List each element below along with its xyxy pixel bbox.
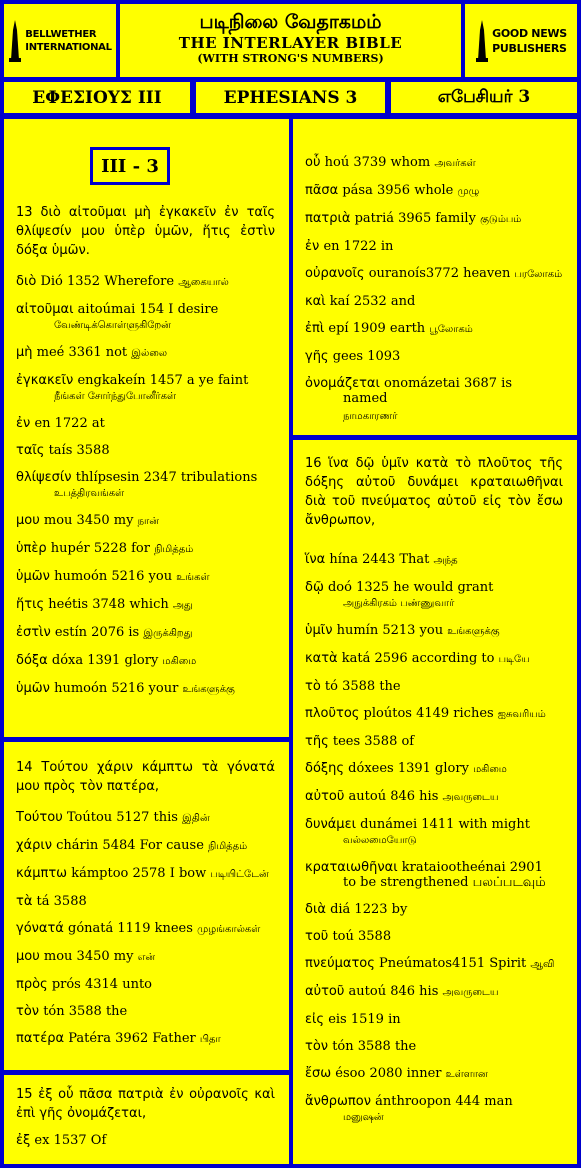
word-entry [305, 321, 563, 337]
greek-word: ἥτις [16, 597, 45, 612]
word-entry [16, 866, 275, 882]
translit-strongs: eis 1519 in [328, 1012, 401, 1027]
translit-strongs: ploútos 4149 riches [363, 706, 494, 721]
translit-strongs: humín 5213 you [336, 623, 444, 638]
word-entry [305, 155, 563, 171]
gloss-continuation [305, 875, 563, 890]
tamil-gloss: படியிட்டேன் [210, 869, 269, 880]
tamil-gloss: உள்ளான [445, 1069, 488, 1080]
logo-line-1: GOOD NEWS [492, 26, 567, 40]
greek-word: ἐν [305, 239, 320, 254]
translit-strongs: en 1722 in [323, 239, 394, 254]
tower-icon [8, 20, 22, 62]
greek-word: δόξης [305, 761, 345, 776]
greek-word: οὐρανοῖς [305, 266, 365, 281]
word-line [305, 651, 563, 667]
continuation-text: மனுஷன் [343, 1112, 384, 1123]
word-line [16, 894, 275, 909]
word-line [16, 625, 275, 641]
word-entry [16, 302, 275, 333]
tamil-gloss: படியே [498, 654, 530, 665]
greek-word: πνεύματος [305, 956, 375, 971]
verse-15-panel [4, 1075, 289, 1164]
translit-strongs: kámptoo 2578 I bow [71, 866, 207, 881]
translit-strongs: humoón 5216 your [54, 681, 179, 696]
translit-strongs: thlípsesin 2347 tribulations [75, 470, 258, 485]
translit-strongs: hupér 5228 for [50, 541, 150, 556]
chapter-greek: ΕΦΕΣΙΟΥΣ III [4, 82, 190, 113]
word-entry [16, 345, 275, 361]
tamil-gloss: முழு [457, 186, 480, 197]
translit-strongs: tá 3588 [36, 894, 87, 909]
tamil-gloss: உங்களுக்கு [447, 626, 500, 637]
greek-word: κατὰ [305, 651, 338, 666]
word-entry [305, 679, 563, 694]
translit-strongs: toú 3588 [332, 929, 392, 944]
translit-strongs: doó 1325 he would grant [327, 580, 494, 595]
tamil-gloss: அவருடைய [442, 987, 499, 998]
word-entry [16, 810, 275, 826]
verse-15-cont-words [305, 155, 563, 424]
gloss-continuation [305, 391, 563, 406]
word-entry [305, 734, 563, 749]
translit-strongs: estín 2076 is [54, 625, 140, 640]
word-line [305, 266, 563, 282]
greek-word: δόξα [16, 653, 48, 668]
word-entry [16, 416, 275, 431]
verse-15-cont-panel [293, 119, 577, 435]
greek-word: ταῖς [16, 443, 45, 458]
word-entry [16, 597, 275, 613]
word-entry [305, 408, 563, 424]
word-entry [305, 761, 563, 777]
translit-strongs: dunámei 1411 with might [360, 817, 530, 832]
chapter-badge: III - 3 [90, 147, 170, 185]
word-line [305, 1039, 563, 1054]
translit-strongs: Toútou 5127 this [66, 810, 178, 825]
word-line [16, 443, 275, 458]
tamil-gloss: ஆகையால் [178, 277, 229, 288]
word-line [16, 416, 275, 431]
word-entry [16, 541, 275, 557]
tamil-gloss: பரலோகம் [514, 269, 563, 280]
greek-word: μὴ [16, 345, 33, 360]
continuation-text: நீங்கள் சோர்ந்துபோனீர்கள் [54, 391, 177, 402]
word-entry [16, 681, 275, 697]
word-line [16, 274, 275, 290]
word-entry [16, 894, 275, 909]
tamil-gloss: உங்கள் [176, 572, 210, 583]
tamil-gloss: பிதா [199, 1034, 221, 1045]
translit-strongs: humoón 5216 you [54, 569, 173, 584]
tamil-gloss: இல்லை [131, 348, 168, 359]
word-line [305, 183, 563, 199]
tamil-gloss: இதின் [182, 813, 210, 824]
greek-word: δῷ [305, 580, 324, 595]
greek-word: Τούτου [16, 810, 63, 825]
word-line [305, 789, 563, 805]
greek-word: θλίψεσίν [16, 470, 72, 485]
translit-strongs: katá 2596 according to [341, 651, 495, 666]
word-entry [305, 376, 563, 406]
translit-strongs: ésoo 2080 inner [335, 1066, 442, 1081]
word-line [16, 302, 275, 317]
tamil-gloss: பூலோகம் [429, 324, 473, 335]
greek-word: τοῦ [305, 929, 329, 944]
translit-strongs: tón 3588 the [332, 1039, 417, 1054]
word-line [16, 1133, 275, 1148]
logo-line-1: BELLWETHER [25, 28, 97, 40]
tamil-gloss: ஆவி [530, 959, 555, 970]
greek-word: οὗ [305, 155, 321, 170]
word-line [305, 623, 563, 639]
greek-word: ὀνομάζεται [305, 376, 380, 391]
greek-word: ὑμῶν [16, 681, 50, 696]
tamil-gloss: குடும்பம் [480, 214, 522, 225]
word-entry [305, 580, 563, 611]
tamil-gloss: நிமித்தம் [208, 841, 248, 852]
tamil-gloss: மகிமை [162, 656, 197, 667]
word-line [305, 349, 563, 364]
greek-word: ὑπὲρ [16, 541, 47, 556]
word-entry [305, 902, 563, 917]
greek-word: ἐστὶν [16, 625, 51, 640]
word-line [305, 408, 563, 424]
translit-strongs: hína 2443 That [329, 552, 430, 567]
word-entry [305, 984, 563, 1000]
greek-word: ἐξ [16, 1133, 31, 1148]
word-entry [305, 817, 563, 848]
translit-strongs: meé 3361 not [36, 345, 128, 360]
translit-strongs: ex 1537 Of [34, 1133, 107, 1148]
greek-word: ὑμῖν [305, 623, 333, 638]
word-line [16, 681, 275, 697]
word-line [305, 956, 563, 972]
word-line [305, 860, 563, 875]
greek-word: πατριὰ [305, 211, 351, 226]
word-line [305, 706, 563, 722]
word-entry [305, 294, 563, 309]
greek-word: ἄνθρωπον [305, 1094, 371, 1109]
gloss-continuation [16, 317, 275, 333]
word-line [305, 984, 563, 1000]
gloss-continuation [305, 832, 563, 848]
greek-word: ἔσω [305, 1066, 332, 1081]
word-entry [305, 706, 563, 722]
continuation-text: வேண்டிக்கொள்ளுகிறேன் [54, 320, 171, 331]
word-line [16, 1004, 275, 1019]
word-entry [305, 1012, 563, 1027]
verse-14-text: 14 Τούτου χάριν κάμπτω τὰ γόνατά μου πρὸς τὸν πατέρα, [16, 760, 275, 794]
chapter-english: EPHESIANS 3 [196, 82, 385, 113]
greek-word: τὸν [305, 1039, 329, 1054]
tamil-gloss: நிமித்தம் [154, 544, 194, 555]
title-english: THE INTERLAYER BIBLE [178, 34, 403, 52]
word-line [16, 345, 275, 361]
logo-line-2: PUBLISHERS [492, 41, 567, 55]
translit-strongs: pása 3956 whole [342, 183, 454, 198]
word-line [305, 1066, 563, 1082]
word-entry [305, 1039, 563, 1054]
tamil-gloss: மகிமை [473, 764, 507, 775]
word-line [16, 866, 275, 882]
tamil-gloss: அந்த [433, 555, 458, 566]
greek-word: μου [16, 949, 40, 964]
translit-strongs: Dió 1352 Wherefore [40, 274, 175, 289]
continuation-text: உபத்திரவங்கள் [54, 488, 125, 499]
tamil-gloss: இருக்கிறது [143, 628, 193, 639]
verse-13-words [16, 274, 275, 697]
word-line [16, 373, 275, 388]
greek-word: αὐτοῦ [305, 789, 345, 804]
bellwether-logo [4, 4, 116, 77]
word-entry [305, 349, 563, 364]
verse-16-text: 16 ἵνα δῷ ὑμῖν κατὰ τὸ πλοῦτος τῆς δόξης αὐτοῦ δυνάμει κραταιωθῆναι διὰ τοῦ πνεύματος αὐτοῦ εἰς τὸν ἔσω ἄνθρωπον, [305, 456, 563, 528]
word-line [16, 653, 275, 669]
translit-strongs: autoú 846 his [348, 789, 439, 804]
greek-word: χάριν [16, 838, 52, 853]
word-entry [305, 651, 563, 667]
word-line [16, 470, 275, 485]
word-entry [305, 929, 563, 944]
continuation-text: அநுக்கிரகம் பண்ணுவார் [343, 598, 455, 609]
gloss-continuation [16, 485, 275, 501]
word-line [305, 321, 563, 337]
word-entry [305, 1066, 563, 1082]
greek-word: κάμπτω [16, 866, 68, 881]
verse-16-words [305, 552, 563, 1125]
greek-word: ἵνα [305, 552, 326, 567]
word-entry [305, 956, 563, 972]
greek-word: αὐτοῦ [305, 984, 345, 999]
word-entry [16, 838, 275, 854]
word-line [16, 921, 275, 937]
word-entry [16, 513, 275, 529]
greek-word: τὰ [16, 894, 33, 909]
translit-strongs: mou 3450 my [43, 513, 134, 528]
word-entry [305, 239, 563, 254]
word-entry [16, 470, 275, 501]
tamil-gloss: உங்களுக்கு [182, 684, 235, 695]
tamil-gloss: அவர்கள் [434, 158, 476, 169]
word-line [16, 838, 275, 854]
translit-strongs: ouranoís3772 heaven [368, 266, 511, 281]
translit-strongs: autoú 846 his [348, 984, 439, 999]
greek-word: δυνάμει [305, 817, 357, 832]
word-entry [16, 373, 275, 404]
greek-word: μου [16, 513, 40, 528]
translit-strongs: patriá 3965 family [354, 211, 476, 226]
word-entry [305, 552, 563, 568]
word-line [305, 929, 563, 944]
gloss-continuation [16, 388, 275, 404]
word-entry [305, 860, 563, 890]
word-entry [305, 623, 563, 639]
word-line [305, 239, 563, 254]
word-entry [305, 183, 563, 199]
tower-icon [475, 20, 489, 62]
tamil-gloss: நாமகாரணர் [343, 411, 398, 422]
translit-strongs: taís 3588 [48, 443, 110, 458]
verse-16-panel [293, 440, 577, 1164]
word-line [305, 817, 563, 832]
translit-strongs: ánthroopon 444 man [375, 1094, 513, 1109]
word-line [16, 597, 275, 613]
word-entry [305, 1094, 563, 1125]
verse-14-panel [4, 742, 289, 1070]
translit-strongs: mou 3450 my [43, 949, 134, 964]
title-tamil: படிநிலை வேதாகமம் [199, 11, 382, 33]
verse-15-words [16, 1133, 275, 1148]
greek-word: τῆς [305, 734, 329, 749]
translit-strongs: engkakeín 1457 a ye faint [77, 373, 249, 388]
greek-word: τὸ [305, 679, 321, 694]
word-line [16, 977, 275, 992]
greek-word: τὸν [16, 1004, 40, 1019]
greek-word: εἰς [305, 1012, 325, 1027]
word-line [305, 580, 563, 595]
gloss-continuation [305, 1109, 563, 1125]
tamil-gloss: என் [137, 952, 156, 963]
greek-word: γόνατά [16, 921, 64, 936]
word-line [16, 569, 275, 585]
gloss-continuation [305, 595, 563, 611]
translit-strongs: hoú 3739 whom [324, 155, 431, 170]
translit-strongs: gónatá 1119 knees [68, 921, 193, 936]
greek-word: πρὸς [16, 977, 48, 992]
title-block [120, 4, 461, 77]
word-line [305, 211, 563, 227]
translit-strongs: Patéra 3962 Father [68, 1031, 196, 1046]
translit-strongs: chárin 5484 For cause [56, 838, 204, 853]
tamil-gloss: ஐசுவரியம் [497, 709, 546, 720]
word-line [16, 949, 275, 965]
word-entry [16, 1031, 275, 1047]
word-entry [16, 274, 275, 290]
word-entry [16, 1004, 275, 1019]
translit-strongs: tón 3588 the [43, 1004, 128, 1019]
word-entry [305, 211, 563, 227]
word-line [16, 810, 275, 826]
continuation-text: to be strengthened பலப்படவும் [343, 875, 546, 890]
translit-strongs: kaí 2532 and [329, 294, 416, 309]
word-line [305, 1094, 563, 1109]
word-line [305, 552, 563, 568]
word-line [16, 1031, 275, 1047]
word-entry [16, 977, 275, 992]
greek-word: διὰ [305, 902, 326, 917]
word-entry [16, 569, 275, 585]
translit-strongs: krataiootheénai 2901 [401, 860, 543, 875]
word-entry [16, 653, 275, 669]
verse-13-panel [4, 119, 289, 737]
word-line [305, 679, 563, 694]
tamil-gloss: நான் [137, 516, 159, 527]
word-line [305, 376, 563, 391]
translit-strongs: tó 3588 the [324, 679, 401, 694]
translit-strongs: Pneúmatos4151 Spirit [379, 956, 527, 971]
word-entry [16, 1133, 275, 1148]
translit-strongs: aitoúmai 154 I desire [77, 302, 219, 317]
translit-strongs: dóxa 1391 glory [51, 653, 159, 668]
translit-strongs: gees 1093 [332, 349, 401, 364]
word-line [16, 513, 275, 529]
greek-word: ἐγκακεῖν [16, 373, 74, 388]
translit-strongs: tees 3588 of [332, 734, 415, 749]
greek-word: διὸ [16, 274, 37, 289]
translit-strongs: onomázetai 3687 is [384, 376, 513, 391]
translit-strongs: epí 1909 earth [328, 321, 426, 336]
goodnews-logo [465, 4, 577, 77]
word-line [305, 1012, 563, 1027]
logo-line-2: INTERNATIONAL [25, 41, 112, 53]
tamil-gloss: அது [172, 600, 193, 611]
translit-strongs: diá 1223 by [330, 902, 408, 917]
word-entry [16, 443, 275, 458]
translit-strongs: en 1722 at [34, 416, 105, 431]
title-subtitle: (WITH STRONG'S NUMBERS) [197, 52, 384, 65]
greek-word: αἰτοῦμαι [16, 302, 74, 317]
word-entry [16, 949, 275, 965]
word-line [305, 294, 563, 309]
translit-strongs: dóxees 1391 glory [348, 761, 469, 776]
verse-14-words [16, 810, 275, 1047]
greek-word: ἐν [16, 416, 31, 431]
chapter-tamil: எபேசியர் 3 [391, 82, 577, 113]
verse-13-text: 13 διὸ αἰτοῦμαι μὴ ἐγκακεῖν ἐν ταῖς θλίψεσίν μου ὑπὲρ ὑμῶν, ἥτις ἐστὶν δόξα ὑμῶν. [16, 205, 275, 258]
greek-word: ὑμῶν [16, 569, 50, 584]
greek-word: πλοῦτος [305, 706, 360, 721]
greek-word: καὶ [305, 294, 326, 309]
word-entry [305, 789, 563, 805]
word-line [305, 734, 563, 749]
translit-strongs: heétis 3748 which [48, 597, 169, 612]
word-line [16, 541, 275, 557]
greek-word: ἐπὶ [305, 321, 325, 336]
greek-word: κραταιωθῆναι [305, 860, 398, 875]
translit-strongs: prós 4314 unto [51, 977, 152, 992]
word-entry [16, 921, 275, 937]
greek-word: πᾶσα [305, 183, 339, 198]
word-entry [305, 266, 563, 282]
continuation-text: named [343, 391, 388, 406]
verse-15-text: 15 ἐξ οὗ πᾶσα πατριὰ ἐν οὐρανοῖς καὶ ἐπὶ γῆς ὀνομάζεται, [16, 1087, 275, 1121]
greek-word: πατέρα [16, 1031, 65, 1046]
word-line [305, 761, 563, 777]
tamil-gloss: முழங்கால்கள் [197, 924, 261, 935]
greek-word: γῆς [305, 349, 329, 364]
word-line [305, 155, 563, 171]
continuation-text: வல்லமையோடு [343, 835, 417, 846]
word-entry [16, 625, 275, 641]
tamil-gloss: அவருடைய [442, 792, 499, 803]
word-line [305, 902, 563, 917]
